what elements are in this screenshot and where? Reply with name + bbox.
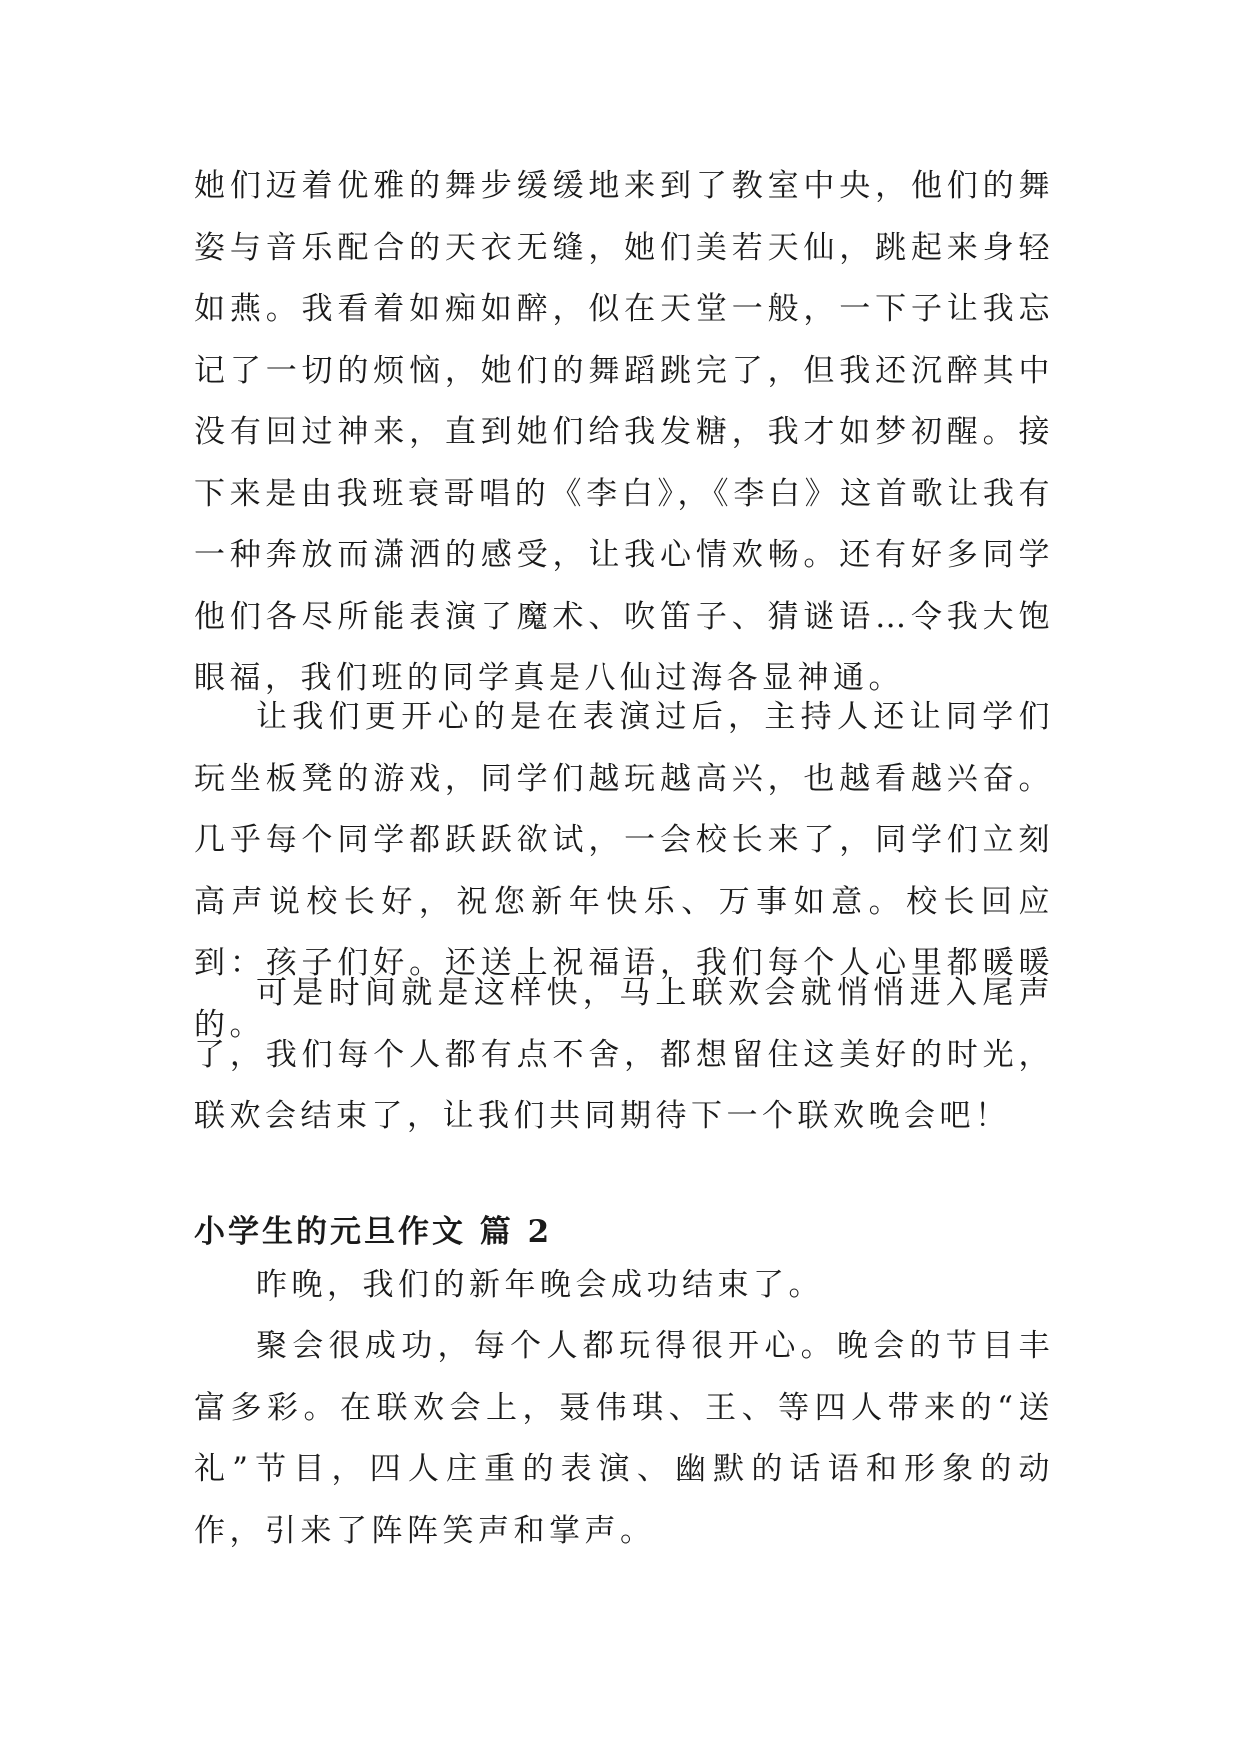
paragraph-party-finished: 昨晚，我们的新年晚会成功结束了。 bbox=[256, 1267, 824, 1303]
paragraph-dance-performance: 她们迈着优雅的舞步缓缓地来到了教室中央，他们的舞姿与音乐配合的天衣无缝，她们美若天仙，跳起来身轻如燕。我看着如痴如醉，似在天堂一般，一下子让我忘记了一切的烦恼，她们的舞蹈跳完了，但我还沉醉其中没有回过神来，直到她们给我发糖，我才如梦初醒。接下来是由我班衰哥唱的《李白》，《李白》这首歌让我有一种奔放而潇洒的感受，让我心情欢畅。还有好多同学他们各尽所能表演了魔术、吹笛子、猜谜语…令我大饱眼福，我们班的同学真是八仙过海各显神通。 bbox=[194, 168, 1054, 696]
paragraph-game-and-principal: 让我们更开心的是在表演过后，主持人还让同学们玩坐板凳的游戏，同学们越玩越高兴，也越看越兴奋。几乎每个同学都跃跃欲试，一会校长来了，同学们立刻高声说校长好，祝您新年快乐、万事如意。校长回应到：孩子们好。还送上祝福语，我们每个人心里都暖暖的。 bbox=[194, 699, 1054, 1043]
paragraph-party-ending: 可是时间就是这样快，马上联欢会就悄悄进入尾声了，我们每个人都有点不舍，都想留住这美好的时光，联欢会结束了，让我们共同期待下一个联欢晚会吧！ bbox=[194, 975, 1054, 1134]
paragraph-gift-show: 聚会很成功，每个人都玩得很开心。晚会的节目丰富多彩。在联欢会上，聂伟琪、王、等四人带来的“送礼”节目，四人庄重的表演、幽默的话语和形象的动作，引来了阵阵笑声和掌声。 bbox=[194, 1328, 1054, 1549]
section-title: 小学生的元旦作文 篇 2 bbox=[194, 1214, 553, 1250]
